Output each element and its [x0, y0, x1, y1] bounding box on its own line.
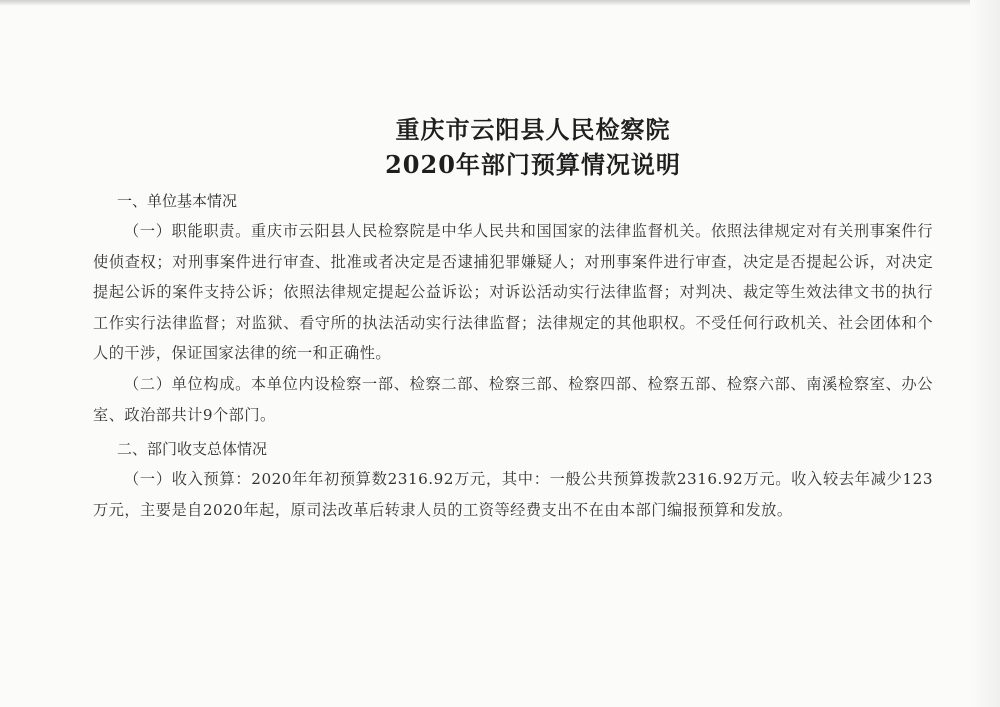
section-1-paragraph-2: （二）单位构成。本单位内设检察一部、检察二部、检察三部、检察四部、检察五部、检察六部、南溪检察室、办公室、政治部共计9个部门。 — [93, 374, 933, 424]
section-2-heading: 二、部门收支总体情况 — [117, 440, 268, 459]
section-1-heading: 一、单位基本情况 — [117, 192, 238, 210]
document-title-line-2: 2020年部门预算情况说明 — [385, 150, 681, 179]
page-right-edge — [970, 0, 1000, 707]
section-2-paragraph-1: （一）收入预算：2020年年初预算数2316.92万元，其中：一般公共预算拨款2316.92万元。收入较去年减少123万元，主要是自2020年起，原司法改革后转隶人员的工资等经费支出不在由本部门编报预算和发放。 — [93, 470, 933, 519]
page-top-edge — [0, 0, 1000, 6]
section-1-paragraph-1: （一）职能职责。重庆市云阳县人民检察院是中华人民共和国国家的法律监督机关。依照法律规定对有关刑事案件行使侦查权；对刑事案件进行审查、批准或者决定是否逮捕犯罪嫌疑人；对刑事案件进行审查，决定是否提起公诉，对决定提起公诉的案件支持公诉；依照法律规定提起公益诉讼；对诉讼活动实行法律监督；对判决、裁定等生效法律文书的执行工作实行法律监督；对监狱、看守所的执法活动实行法律监督；法律规定的其他职权。不受任何行政机关、社会团体和个人的干涉，保证国家法律的统一和正确性。 — [93, 222, 933, 363]
document-title-line-1: 重庆市云阳县人民检察院 — [395, 115, 671, 144]
document-body — [93, 112, 933, 525]
